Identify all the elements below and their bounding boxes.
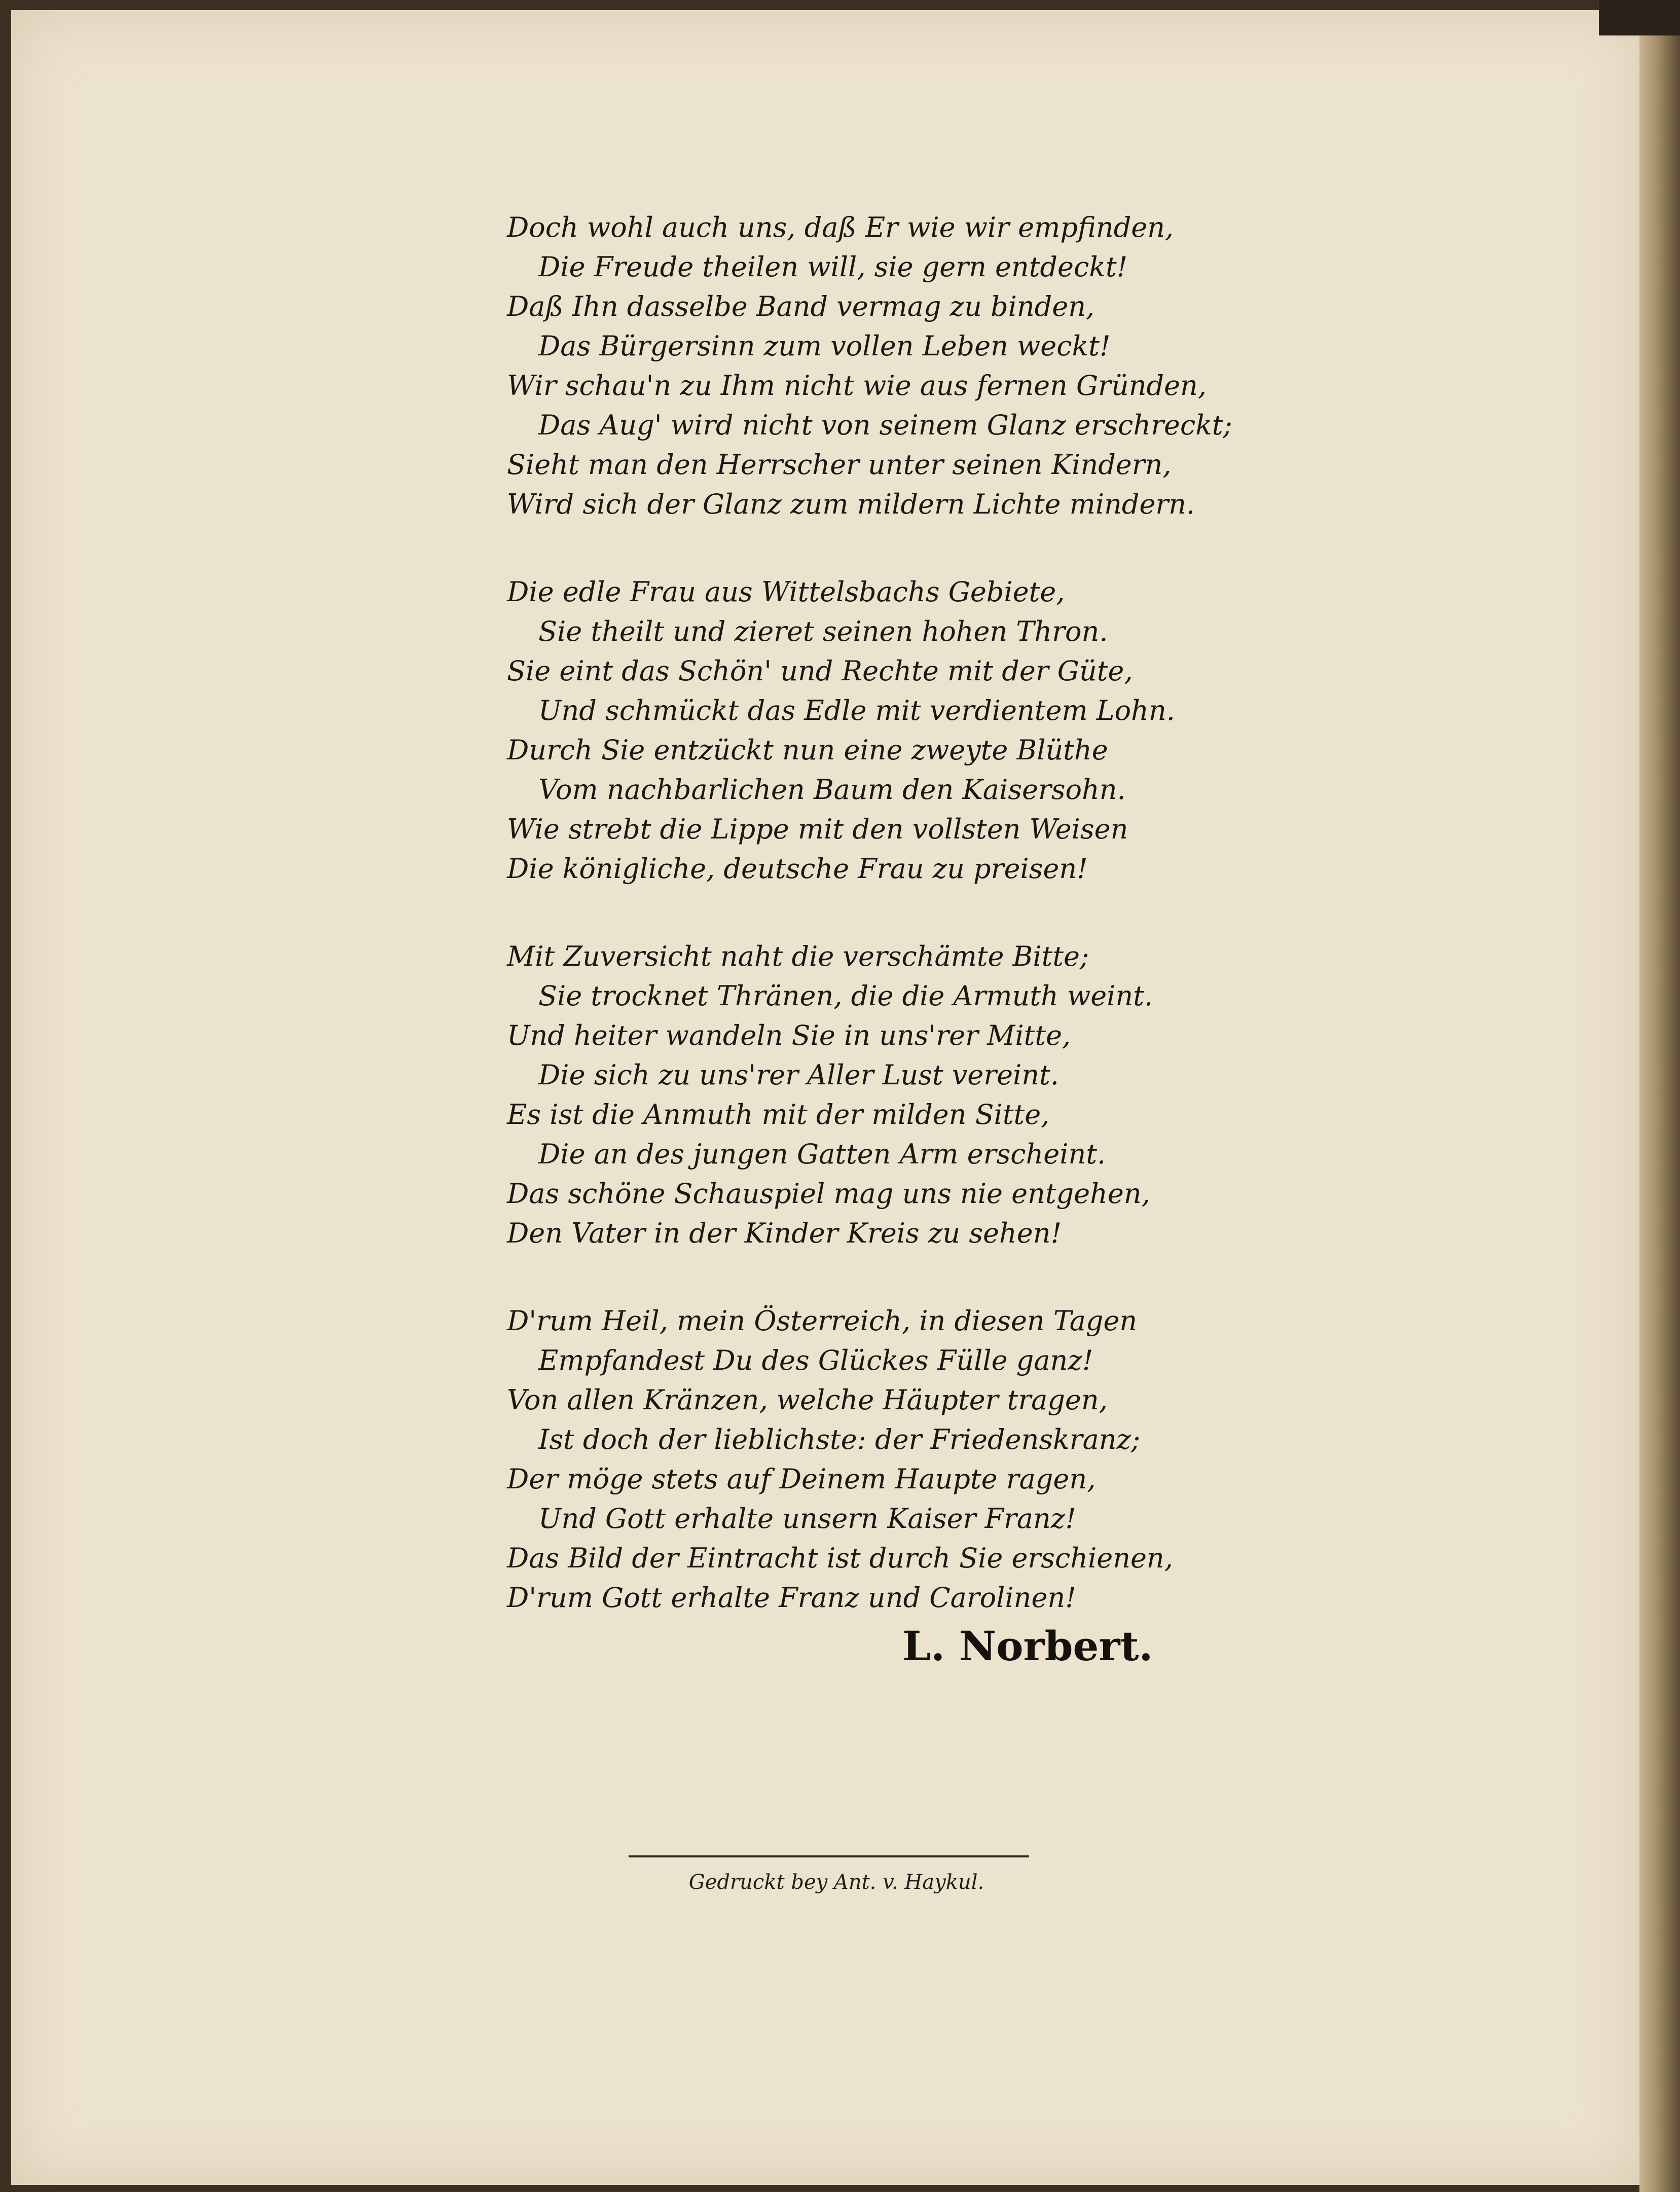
poem-line: Von allen Kränzen, welche Häupter tragen, [507,1384,1108,1416]
binding-corner [1599,0,1680,35]
poem-line: Und schmückt das Edle mit verdientem Lohn. [538,695,1175,726]
poem-line: Sie trocknet Thränen, die die Armuth weint. [538,980,1153,1012]
stanza-3 [507,937,1257,1253]
poem-line: D'rum Heil, mein Österreich, in diesen Tagen [507,1305,1138,1337]
stanza-2 [507,572,1257,889]
printer-imprint: Gedruckt bey Ant. v. Haykul. [688,1871,984,1894]
poem-line: Die sich zu uns'rer Aller Lust vereint. [538,1059,1059,1091]
poem-line: Es ist die Anmuth mit der milden Sitte, [507,1099,1050,1130]
poem-line: Mit Zuversicht naht die verschämte Bitte; [507,940,1089,972]
poem-line: Wird sich der Glanz zum mildern Lichte mindern. [507,488,1195,520]
poem-line: Empfandest Du des Glückes Fülle ganz! [538,1344,1093,1376]
stanza-1 [507,208,1257,524]
poem-line: Durch Sie entzückt nun eine zweyte Blüthe [507,734,1108,766]
poem-line: Sieht man den Herrscher unter seinen Kindern, [507,449,1172,481]
poem-line: Ist doch der lieblichste: der Friedenskranz; [538,1423,1141,1455]
poem-line: Doch wohl auch uns, daß Er wie wir empfinden, [507,211,1174,243]
poem-line: Und Gott erhalte unsern Kaiser Franz! [538,1503,1076,1535]
poem-line: Die an des jungen Gatten Arm erscheint. [538,1138,1106,1170]
poem-line: Das schöne Schauspiel mag uns nie entgehen, [507,1178,1150,1210]
poem-line: Der möge stets auf Deinem Haupte ragen, [507,1463,1096,1495]
poem [507,208,1257,1666]
poem-line: Die Freude theilen will, sie gern entdeckt! [538,251,1128,283]
divider [629,1855,1029,1857]
poem-line: Wie strebt die Lippe mit den vollsten Weisen [507,813,1128,845]
poem-line: Das Bürgersinn zum vollen Leben weckt! [538,330,1111,362]
poem-line: Die edle Frau aus Wittelsbachs Gebiete, [507,576,1065,608]
poem-line: Vom nachbarlichen Baum den Kaisersohn. [538,774,1126,806]
poem-line: Den Vater in der Kinder Kreis zu sehen! [507,1217,1062,1249]
poem-line: Sie eint das Schön' und Rechte mit der Güte, [507,655,1133,687]
book-edge [1639,0,1680,2192]
author-signature: L. Norbert. [902,1622,1153,1670]
poem-line: D'rum Gott erhalte Franz und Carolinen! [507,1582,1076,1614]
poem-line: Das Bild der Eintracht ist durch Sie erschienen, [507,1542,1173,1574]
poem-line: Die königliche, deutsche Frau zu preisen! [507,853,1088,885]
stanza-4 [507,1301,1257,1618]
poem-line: Daß Ihn dasselbe Band vermag zu binden, [507,290,1095,322]
poem-line: Und heiter wandeln Sie in uns'rer Mitte, [507,1019,1071,1051]
poem-line: Sie theilt und zieret seinen hohen Thron. [538,615,1108,647]
poem-line: Das Aug' wird nicht von seinem Glanz erschreckt; [538,409,1232,441]
poem-line: Wir schau'n zu Ihm nicht wie aus fernen Gründen, [507,370,1207,401]
